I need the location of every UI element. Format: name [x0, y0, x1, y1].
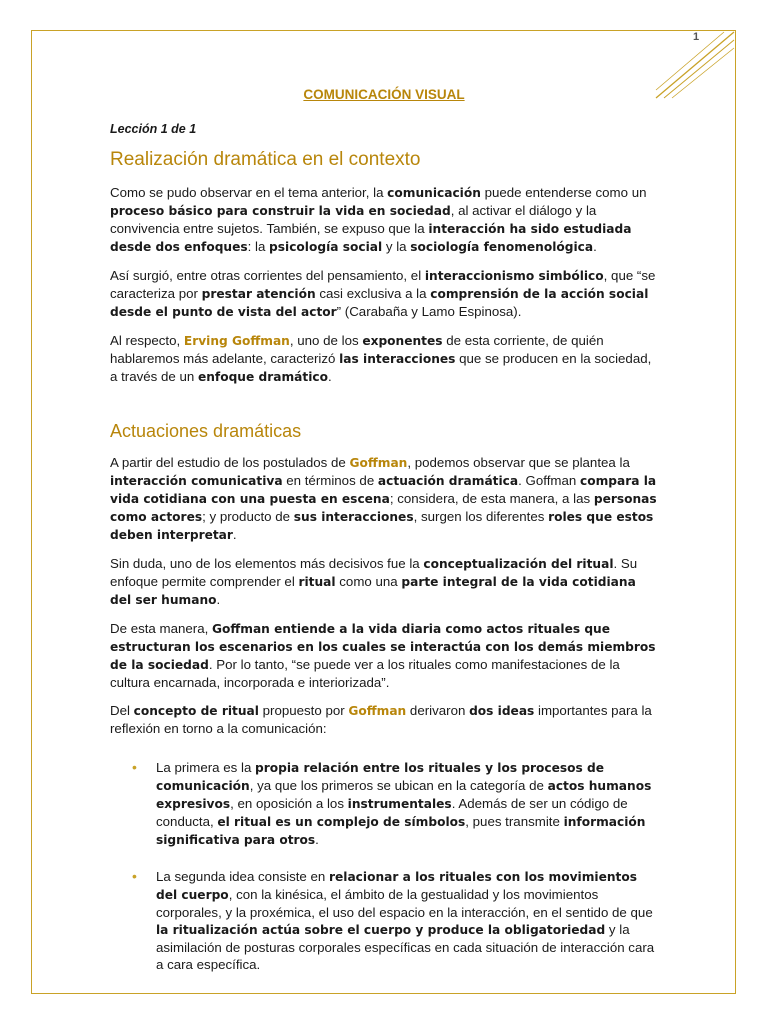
section-heading-1: Realización dramática en el contexto: [110, 149, 421, 170]
text-run: ; y producto de: [202, 509, 294, 524]
bold-text: interaccionismo simbólico: [424, 269, 604, 283]
bold-text: personas como actores: [110, 492, 657, 524]
bold-text: roles que estos deben interpretar: [110, 510, 654, 542]
text-run: La primera es la: [156, 760, 256, 775]
text-run: . Goffman: [518, 473, 580, 488]
list-item: [110, 759, 658, 849]
bold-text: prestar atención: [201, 287, 316, 301]
bold-text: las interacciones: [339, 352, 456, 366]
bold-text: proceso básico para construir la vida en sociedad: [110, 204, 451, 218]
text-run: A partir del estudio de los postulados de: [110, 455, 350, 470]
bullet-list: [110, 759, 658, 973]
highlighted-name: Goffman: [348, 704, 407, 718]
paragraph: [110, 332, 658, 386]
document-title: COMUNICACIÓN VISUAL: [303, 87, 465, 102]
text-run: propuesto por: [258, 703, 349, 718]
text-run: que se producen en la sociedad, a través de un: [110, 351, 652, 384]
text-run: y la asimilación de posturas corporales específicas en cada situación de interacción cara a cara específica.: [156, 922, 655, 972]
bullet-icon: •: [132, 868, 137, 884]
text-run: Así surgió, entre otras corrientes del pensamiento, el: [110, 268, 425, 283]
bold-text: dos ideas: [469, 704, 535, 718]
highlighted-name: Erving Goffman: [183, 334, 290, 348]
bold-text: actos humanos expresivos: [156, 779, 652, 811]
text-run: . Además de ser un código de conducta,: [156, 796, 628, 829]
bold-text: la ritualización actúa sobre el cuerpo y produce la obligatoriedad: [156, 923, 606, 937]
bullet-icon: •: [132, 759, 137, 775]
bold-text: Goffman entiende a la vida diaria como actos rituales que estructuran los escenarios en los cuales se interactúa con los demás miembros de la sociedad: [110, 622, 656, 672]
bold-text: compara la vida cotidiana con una puesta en escena: [110, 474, 657, 506]
page-number: 1: [693, 31, 700, 43]
text-run: , surgen los diferentes: [413, 509, 549, 524]
bold-text: parte integral de la vida cotidiana del ser humano: [110, 575, 636, 607]
text-run: .: [327, 369, 332, 384]
text-run: Al respecto,: [110, 333, 184, 348]
bold-text: el ritual es un complejo de símbolos: [217, 815, 466, 829]
bold-text: instrumentales: [347, 797, 452, 811]
text-run: .: [232, 527, 237, 542]
text-run: casi exclusiva a la: [315, 286, 431, 301]
text-run: La segunda idea consiste en: [156, 869, 329, 884]
bold-text: interacción ha sido estudiada desde dos enfoques: [110, 222, 632, 254]
text-run: importantes para la reflexión en torno a la comunicación:: [110, 703, 652, 736]
text-run: .: [315, 832, 319, 847]
section-heading-2: Actuaciones dramáticas: [110, 421, 302, 441]
bold-text: concepto de ritual: [133, 704, 259, 718]
bold-text: ritual: [298, 575, 336, 589]
lesson-label: Lección 1 de 1: [110, 122, 197, 136]
bold-text: propia relación entre los rituales y los procesos de comunicación: [156, 761, 605, 793]
document-body: [110, 86, 658, 992]
text-run: , pues transmite: [465, 814, 564, 829]
text-run: De esta manera,: [110, 621, 212, 636]
text-run: , al activar el diálogo y la convivencia entre sujetos. También, se expuso que la: [110, 203, 597, 236]
text-run: , podemos observar que se plantea la: [407, 455, 630, 470]
bold-text: sus interacciones: [293, 510, 414, 524]
bold-text: psicología social: [269, 240, 383, 254]
text-run: .: [593, 239, 597, 254]
bold-text: sociología fenomenológica: [410, 240, 594, 254]
highlighted-name: Goffman: [349, 456, 408, 470]
paragraph: [110, 555, 658, 609]
bold-text: enfoque dramático: [197, 370, 328, 384]
paragraph: [110, 267, 658, 321]
text-run: ; considera, de esta manera, a las: [389, 491, 594, 506]
paragraph: [110, 702, 658, 737]
paragraph: [110, 620, 658, 691]
text-run: : la: [247, 239, 270, 254]
list-item: [110, 868, 658, 973]
bold-text: conceptualización del ritual: [423, 557, 614, 571]
text-run: , en oposición a los: [230, 796, 348, 811]
list-item-text: [156, 869, 654, 972]
text-run: en términos de: [282, 473, 378, 488]
text-run: puede entenderse como un: [480, 185, 647, 200]
bold-text: información significativa para otros: [156, 815, 646, 847]
list-item-text: [156, 760, 651, 847]
text-run: . Por lo tanto, “se puede ver a los rituales como manifestaciones de la cultura encarnada, incorporada e interiorizada”.: [110, 657, 620, 690]
text-run: , con la kinésica, el ámbito de la gestualidad y los movimientos corporales, y la proxémica, el uso del espacio en la interacción, en el sentido de que: [156, 887, 653, 920]
bold-text: interacción comunicativa: [110, 474, 283, 488]
text-run: como una: [335, 574, 402, 589]
text-run: Como se pudo observar en el tema anterior, la: [110, 185, 388, 200]
text-run: , ya que los primeros se ubican en la categoría de: [249, 778, 548, 793]
bold-text: comprensión de la acción social desde el punto de vista del actor: [110, 287, 649, 319]
paragraph: [110, 184, 658, 256]
text-run: derivaron: [406, 703, 470, 718]
text-run: Del: [110, 703, 134, 718]
text-run: , que “se caracteriza por: [110, 268, 656, 301]
text-run: . Su enfoque permite comprender el: [110, 556, 638, 589]
text-run: , uno de los: [289, 333, 363, 348]
text-run: y la: [382, 239, 411, 254]
bold-text: comunicación: [387, 186, 481, 200]
bold-text: actuación dramática: [377, 474, 519, 488]
text-run: de esta corriente, de quién hablaremos más adelante, caracterizó: [110, 333, 604, 366]
corner-decoration: [654, 30, 736, 100]
paragraph: [110, 454, 658, 544]
bold-text: exponentes: [362, 334, 443, 348]
text-run: ” (Carabaña y Lamo Espinosa).: [336, 304, 522, 319]
text-run: Sin duda, uno de los elementos más decisivos fue la: [110, 556, 424, 571]
text-run: .: [216, 592, 221, 607]
bold-text: relacionar a los rituales con los movimientos del cuerpo: [156, 870, 638, 902]
